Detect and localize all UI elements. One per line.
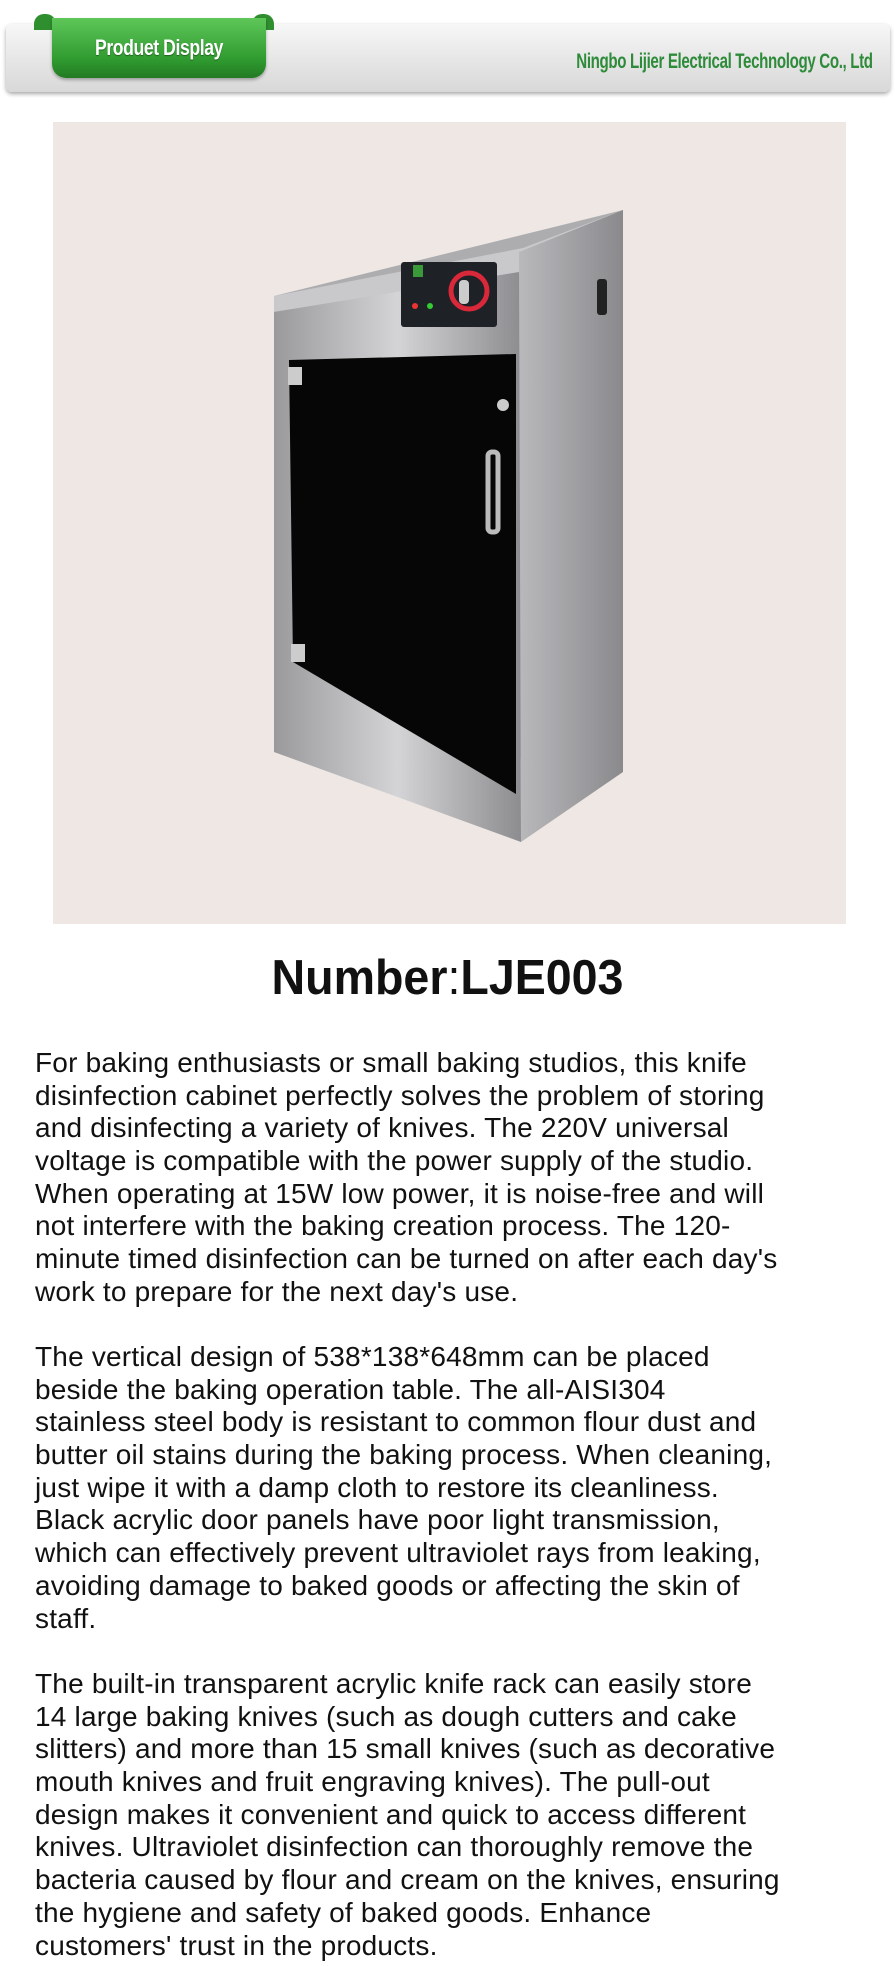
number-label: Number: [271, 951, 448, 1005]
text-line: For baking enthusiasts or small baking studios, this knife: [35, 1047, 747, 1078]
text-line: staff.: [35, 1602, 97, 1634]
company-name: Ningbo Lijier Electrical Technology Co., Ltd: [576, 50, 873, 73]
text-line: stainless steel body is resistant to common flour dust and: [35, 1406, 757, 1438]
text-line: Black acrylic door panels have poor light transmission,: [35, 1504, 720, 1536]
text-line: work to prepare for the next day's use.: [35, 1275, 519, 1307]
text-line: the hygiene and safety of baked goods. Enhance: [35, 1896, 652, 1928]
text-line: minute timed disinfection can be turned on after each day's: [35, 1243, 778, 1275]
text-line: not interfere with the baking creation process. The 120-: [35, 1210, 731, 1242]
text-line: 14 large baking knives (such as dough cutters and cake: [35, 1700, 737, 1732]
text-line: bacteria caused by flour and cream on the knives, ensuring: [35, 1864, 780, 1896]
text-line: avoiding damage to baked goods or affecting the skin of: [35, 1569, 740, 1601]
product-photo: [53, 122, 846, 924]
description-paragraph-3: [35, 1668, 780, 1962]
text-line: design makes it convenient and quick to access different: [35, 1798, 747, 1830]
text-line: butter oil stains during the baking process. When cleaning,: [35, 1439, 773, 1471]
text-line: slitters) and more than 15 small knives (such as decorative: [35, 1733, 776, 1765]
description-paragraph-1: [35, 1047, 777, 1309]
text-line: which can effectively prevent ultraviolet rays from leaking,: [35, 1537, 761, 1569]
text-line: beside the baking operation table. The all-AISI304: [35, 1373, 666, 1405]
description-paragraph-2: [35, 1341, 772, 1635]
text-line: disinfection cabinet perfectly solves the problem of storing: [35, 1079, 765, 1111]
text-line: The vertical design of 538*138*648mm can be placed: [35, 1341, 710, 1372]
ribbon-label: Produet Display: [94, 35, 223, 60]
text-line: When operating at 15W low power, it is noise-free and will: [35, 1177, 765, 1209]
disinfection-cabinet-image: [53, 122, 846, 924]
text-line: mouth knives and fruit engraving knives). The pull-out: [35, 1766, 710, 1798]
text-line: just wipe it with a damp cloth to restore its cleanliness.: [35, 1471, 719, 1503]
product-display-ribbon: [52, 18, 266, 78]
number-separator: :: [447, 951, 461, 1005]
text-line: voltage is compatible with the power supply of the studio.: [35, 1145, 754, 1177]
text-line: The built-in transparent acrylic knife rack can easily store: [35, 1668, 752, 1699]
product-number-heading: [22, 950, 872, 1006]
number-value: LJE003: [460, 951, 624, 1005]
text-line: and disinfecting a variety of knives. The 220V universal: [35, 1112, 729, 1144]
text-line: customers' trust in the products.: [35, 1929, 438, 1961]
text-line: knives. Ultraviolet disinfection can thoroughly remove the: [35, 1831, 754, 1863]
